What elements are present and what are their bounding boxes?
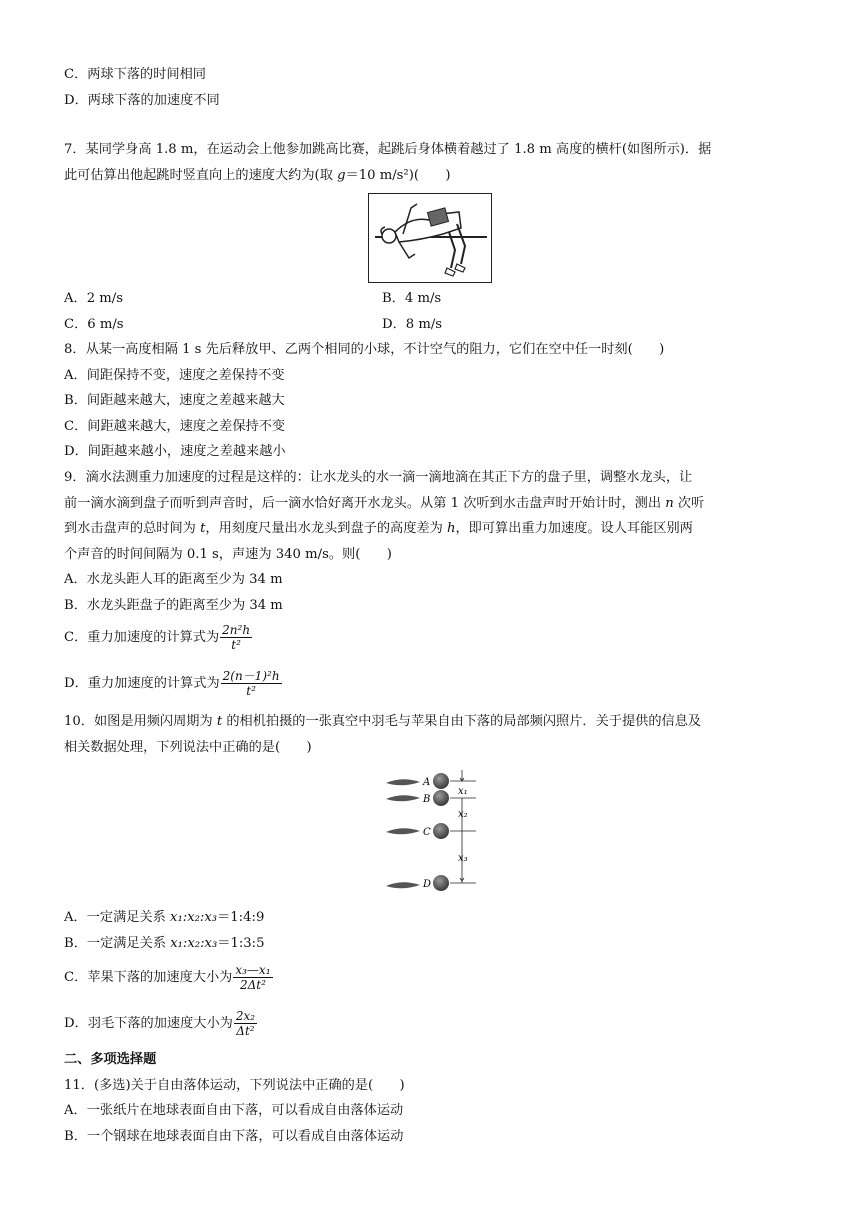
q10-stem-line2: 相关数据处理，下列说法中正确的是( ): [64, 740, 312, 755]
q10-option-c: C．苹果下落的加速度大小为 $\frac{\text{x₃—x₁}}{\text{2Δt²}}$: [64, 963, 271, 992]
apple-d: [433, 875, 449, 891]
q8-option-b: B．间距越来越大，速度之差越来越大: [64, 393, 285, 408]
label-x2: x₂: [458, 809, 468, 820]
q9-stem-line3: 到水击盘声的总时间为 t，用刻度尺量出水龙头到盘子的高度差为 h，即可算出重力加速度。设人耳能区别两: [64, 521, 693, 536]
q8-option-d: D．间距越来越小，速度之差越来越小: [64, 444, 286, 459]
q7-option-c: C．6 m/s: [64, 317, 124, 332]
q7-option-a: A．2 m/s: [64, 291, 124, 306]
q6-option-d: D．两球下落的加速度不同: [64, 93, 220, 108]
label-d: D: [423, 879, 432, 890]
label-x1: x₁: [458, 786, 468, 797]
q9-option-b: B．水龙头距盘子的距离至少为 34 m: [64, 598, 283, 613]
apple-c: [433, 823, 449, 839]
q9-option-d: D．重力加速度的计算式为 $\frac{\text{2(n－1)²h}}{\text{t²}}$: [64, 669, 280, 698]
q10-option-b: B．一定满足关系 x₁:x₂:x₃＝1:3:5: [64, 936, 265, 951]
q7-stem-line1: 7．某同学身高 1.8 m，在运动会上他参加跳高比赛，起跳后身体横着越过了 1.8 m 高度的横杆(如图所示)．据: [64, 142, 712, 157]
q8-stem: 8．从某一高度相隔 1 s 先后释放甲、乙两个相同的小球，不计空气的阻力，它们在空中任一时刻( ): [64, 342, 665, 357]
q9-stem-line4: 个声音的时间间隔为 0.1 s，声速为 340 m/s。则( ): [64, 547, 392, 562]
section-heading-multiple-choice: 二、多项选择题: [64, 1052, 157, 1067]
q11-stem: 11．(多选)关于自由落体运动，下列说法中正确的是( ): [64, 1078, 405, 1093]
q10-option-d-formula: $\frac{\text{2x₂}}{\text{Δt²}}$: [235, 1009, 256, 1038]
high-jumper-illustration: [369, 194, 491, 282]
q9-option-c-formula: $\frac{\text{2n²h}}{\text{t²}}$: [222, 623, 251, 652]
q9-stem-line2: 前一滴水滴到盘子而听到声音时，后一滴水恰好离开水龙头。从第 1 次听到水击盘声时开始计时，测出 n 次听: [64, 496, 705, 511]
apple-a: [433, 773, 449, 789]
q7-stem-line2: 此可估算出他起跳时竖直向上的速度大约为(取 g＝10 m/s²)( ): [64, 168, 451, 183]
label-c: C: [423, 827, 431, 838]
label-x3: x₃: [458, 853, 468, 864]
q6-option-c: C．两球下落的时间相同: [64, 67, 206, 82]
q9-stem-line1: 9．滴水法测重力加速度的过程是这样的：让水龙头的水一滴一滴地滴在其正下方的盘子里，调整水龙头，让: [64, 470, 693, 485]
feather-b: [386, 795, 420, 801]
feather-a: [386, 779, 420, 785]
high-jump-figure: [368, 193, 492, 283]
apple-b: [433, 790, 449, 806]
q11-option-a: A．一张纸片在地球表面自由下落，可以看成自由落体运动: [64, 1103, 404, 1118]
feather-d: [386, 882, 420, 888]
q10-option-a: A．一定满足关系 x₁:x₂:x₃＝1:4:9: [64, 910, 265, 925]
label-a: A: [423, 777, 431, 788]
q8-option-c: C．间距越来越大，速度之差保持不变: [64, 419, 286, 434]
q7-option-d: D．8 m/s: [382, 317, 443, 332]
q9-option-d-formula: $\frac{\text{2(n－1)²h}}{\text{t²}}$: [222, 669, 280, 698]
q7-option-b: B．4 m/s: [382, 291, 442, 306]
q11-option-b: B．一个钢球在地球表面自由下落，可以看成自由落体运动: [64, 1129, 404, 1144]
jumper-head: [382, 229, 396, 243]
label-b: B: [423, 794, 431, 805]
q10-option-d: D．羽毛下落的加速度大小为 $\frac{\text{2x₂}}{\text{Δt²}}$: [64, 1009, 256, 1038]
strobe-photo-figure: [382, 770, 494, 898]
q10-option-c-formula: $\frac{\text{x₃—x₁}}{\text{2Δt²}}$: [235, 963, 271, 992]
q10-stem-line1: 10．如图是用频闪周期为 t 的相机拍摄的一张真空中羽毛与苹果自由下落的局部频闪照片．关于提供的信息及: [64, 714, 702, 729]
q9-option-c: C．重力加速度的计算式为 $\frac{\text{2n²h}}{\text{t²}}$: [64, 623, 251, 652]
feather-c: [386, 828, 420, 834]
q9-option-a: A．水龙头距人耳的距离至少为 34 m: [64, 572, 283, 587]
q8-option-a: A．间距保持不变，速度之差保持不变: [64, 368, 285, 383]
